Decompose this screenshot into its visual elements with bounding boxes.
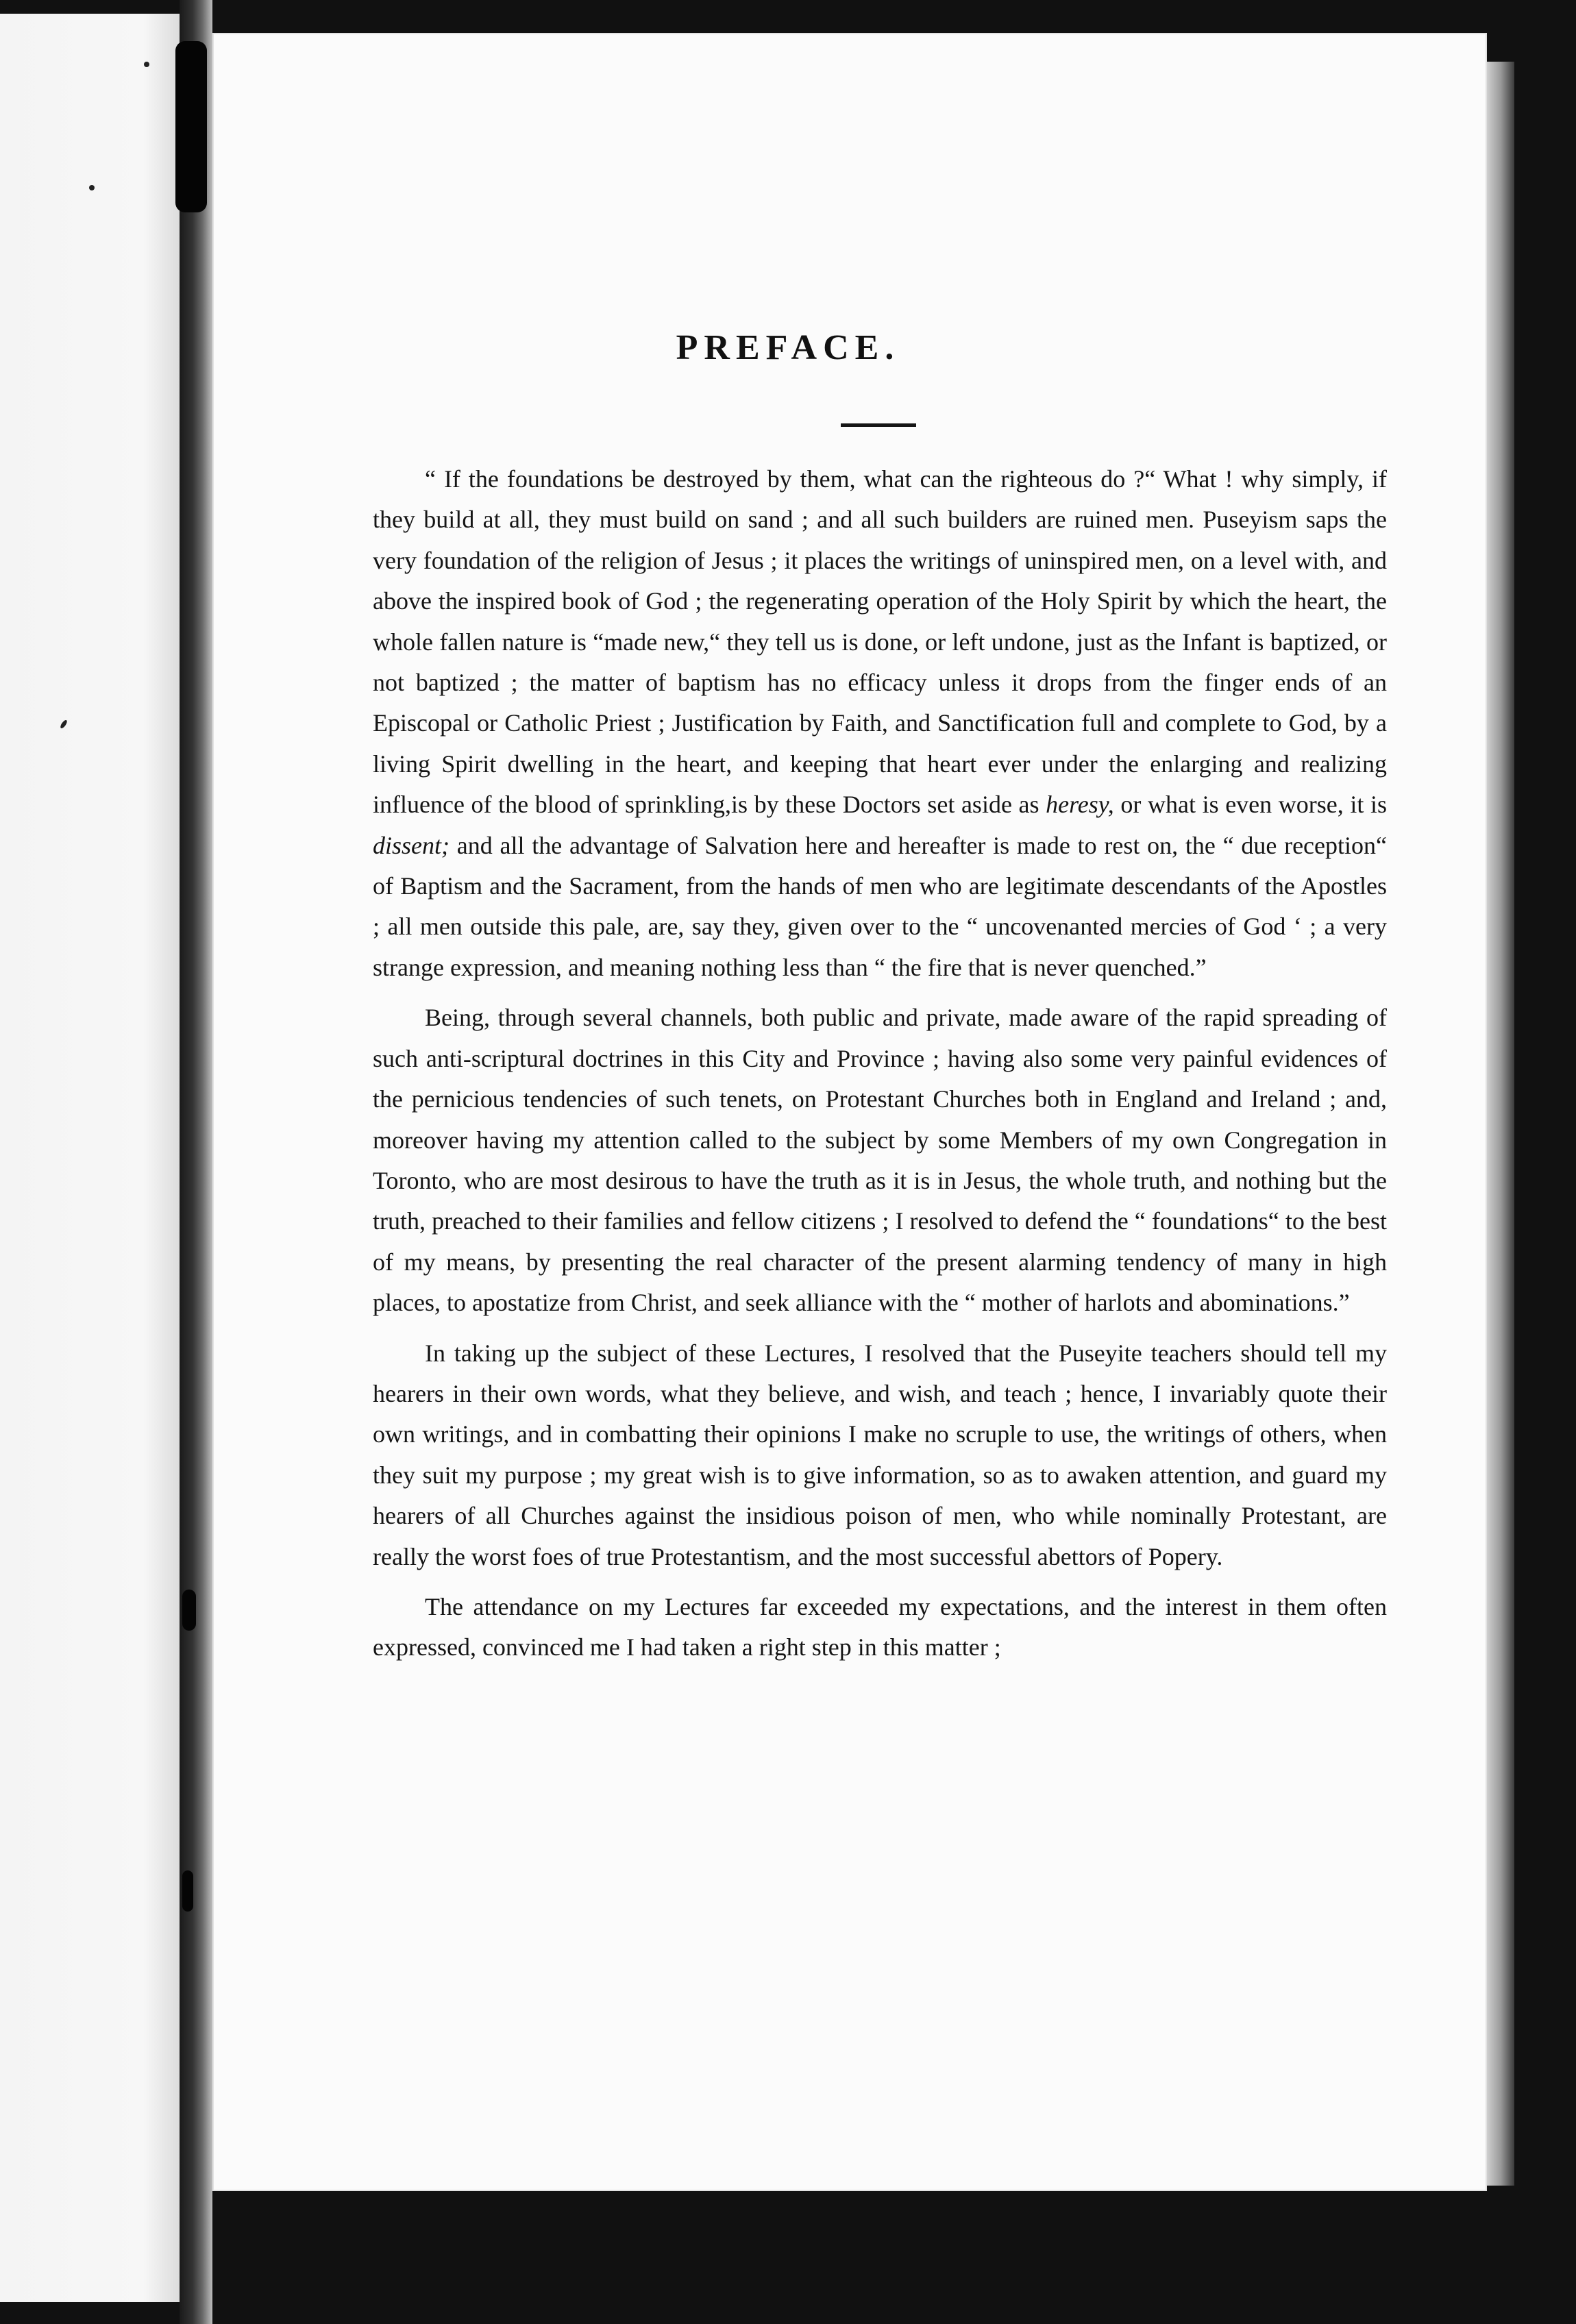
body-paragraph [373, 998, 1387, 1323]
body-paragraph [373, 1587, 1387, 1668]
paragraph-text: or what is even worse, it is [1113, 791, 1387, 819]
body-paragraph [373, 459, 1387, 988]
ink-speck [144, 62, 149, 67]
page-title: PREFACE. [676, 328, 900, 367]
body-paragraph [373, 1333, 1387, 1577]
paragraph-text: The attendance on my Lectures far exceeded my expectations, and the interest in them often expressed, convinced me I had taken a right step in this matter ; [373, 1592, 1387, 1661]
binding-shadow [182, 1870, 193, 1912]
binding-shadow [182, 1590, 196, 1631]
preface-body [373, 459, 1387, 1678]
paragraph-text: and all the advantage of Salvation here and hereafter is made to rest on, the “ due reception“ of Baptism and the Sacrament, from the hands of men who are legitimate descendants of the Apostles ; all men outside this pale, are, say they, given over to the “ uncovenanted mercies of God ‘ ; a very strange expression, and meaning nothing less than “ the fire that is never quenched.” [373, 831, 1387, 981]
paragraph-text: “ If the foundations be destroyed by them, what can the righteous do ?“ What ! why simply, if they build at all, they must build on sand ; and all such builders are ruined men. Puseyism saps the very foundation of the religion of Jesus ; it places the writings of uninspired men, on a level with, and above the inspired book of God ; the regenerating operation of the Holy Spirit by which the heart, the whole fallen nature is “made new,“ they tell us is done, or left undone, just as the Infant is baptized, or not baptized ; the matter of baptism has no efficacy unless it drops from the finger ends of an Episcopal or Catholic Priest ; Justification by Faith, and Sanctification full and complete to God, by a living Spirit dwelling in the heart, and keeping that heart ever under the enlarging and realizing influence of the blood of sprinkling,is by these Doctors set aside as [373, 465, 1387, 819]
italic-text: heresy, [1046, 791, 1114, 819]
title-rule [841, 423, 916, 427]
ink-speck [89, 185, 95, 190]
page-edge-shadow [1487, 62, 1514, 2186]
binding-shadow [175, 41, 207, 212]
paragraph-text: Being, through several channels, both public and private, made aware of the rapid spreading of such anti-scriptural doctrines in this City and Province ; having also some very painful evidences of the pernicious tendencies of such tenets, on Protestant Churches both in England and Ireland ; and, moreover having my attention called to the subject by some Members of my own Congregation in Toronto, who are most desirous to have the truth as it is in Jesus, the whole truth, and nothing but the truth, preached to their families and fellow citizens ; I resolved to defend the “ foundations“ to the best of my means, by presenting the real character of the present alarming tendency of many in high places, to apostatize from Christ, and seek alliance with the “ mother of harlots and abominations.” [373, 1004, 1387, 1317]
paragraph-text: In taking up the subject of these Lectures, I resolved that the Puseyite teachers should tell my hearers in their own words, what they believe, and wish, and teach ; hence, I invariably quote their own writings, and in combatting their opinions I make no scruple to use, the writings of others, when they suit my purpose ; my great wish is to give information, so as to awaken attention, and guard my hearers of all Churches against the insidious poison of men, who while nominally Protestant, are really the worst foes of true Protestantism, and the most successful abettors of Popery. [373, 1339, 1387, 1570]
italic-text: dissent; [373, 831, 450, 859]
ink-speck [60, 719, 69, 730]
